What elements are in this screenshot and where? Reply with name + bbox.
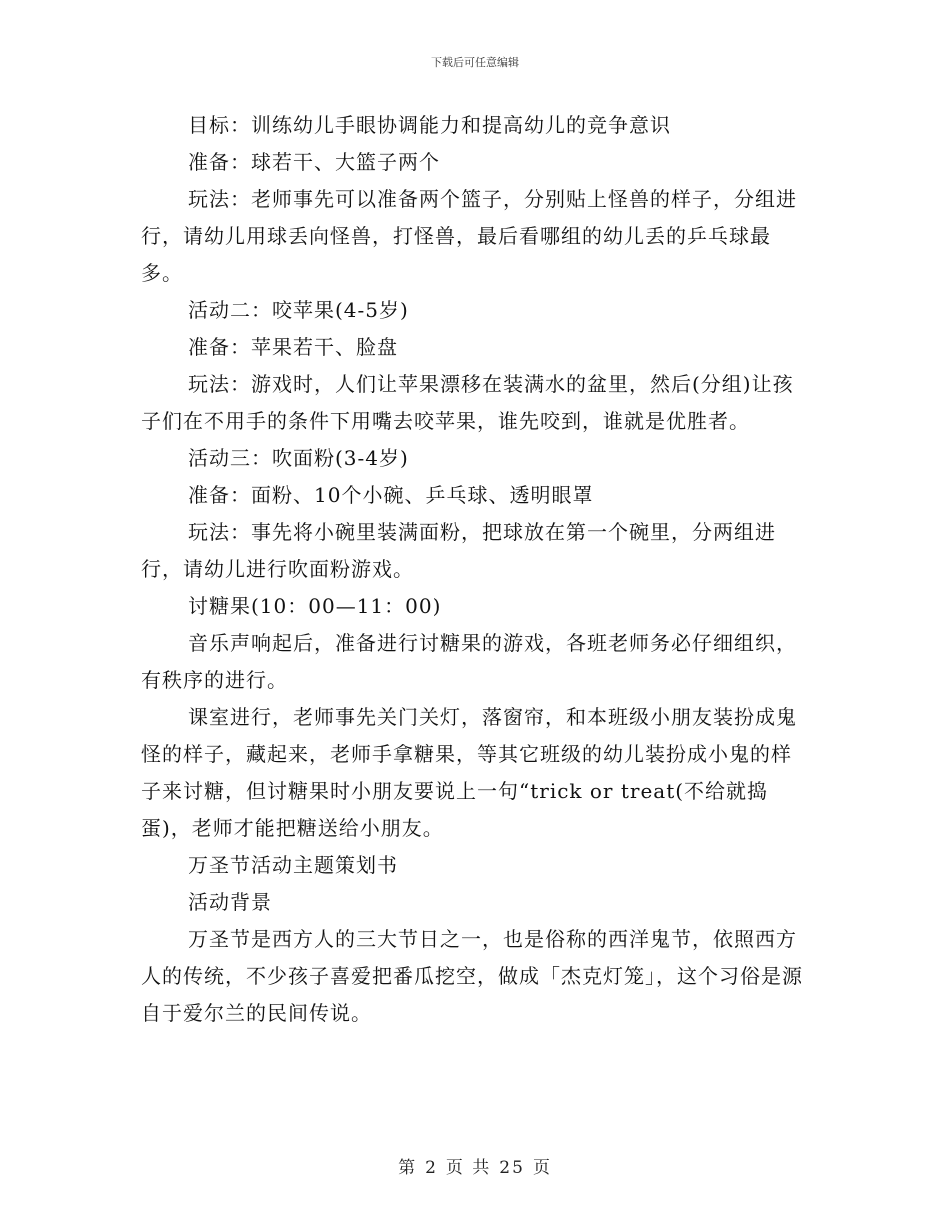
document-body [141,107,806,1032]
paragraph-rules-1: 玩法：老师事先可以准备两个篮子，分别贴上怪兽的样子，分组进行，请幼儿用球丢向怪兽，打怪兽，最后看哪组的幼儿丢的乒乓球最多。 [141,187,797,285]
paragraph-background-text: 万圣节是西方人的三大节日之一，也是俗称的西洋鬼节，依照西方人的传统，不少孩子喜爱把番瓜挖空，做成「杰克灯笼」，这个习俗是源自于爱尔兰的民间传说。 [141,927,803,1025]
paragraph-rules-3: 玩法：事先将小碗里装满面粉，把球放在第一个碗里，分两组进行，请幼儿进行吹面粉游戏。 [141,520,776,581]
page-label-mid: 页 共 [445,1158,492,1178]
paragraph-background-heading: 活动背景 [188,890,272,914]
page-label-prefix: 第 [398,1158,418,1178]
paragraph-candy-intro: 音乐声响起后，准备进行讨糖果的游戏，各班老师务必仔细组织，有秩序的进行。 [141,631,797,692]
paragraph-rules-2: 玩法：游戏时，人们让苹果漂移在装满水的盆里，然后(分组)让孩子们在不用手的条件下用嘴去咬苹果，谁先咬到，谁就是优胜者。 [141,372,794,433]
page-footer [0,1153,950,1178]
paragraph-prep-3: 准备：面粉、10个小碗、乒乓球、透明眼罩 [188,483,594,507]
paragraph-prep-1: 准备：球若干、大篮子两个 [188,150,440,174]
paragraph-plan-title: 万圣节活动主题策划书 [188,853,398,877]
paragraph-candy-detail: 课室进行，老师事先关门关灯，落窗帘，和本班级小朋友装扮成鬼怪的样子，藏起来，老师手拿糖果，等其它班级的幼儿装扮成小鬼的样子来讨糖，但讨糖果时小朋友要说上一句“trick or treat(不给就捣蛋)，老师才能把糖送给小朋友。 [141,705,797,840]
paragraph-activity-2: 活动二：咬苹果(4-5岁) [188,298,409,322]
page-label-suffix: 页 [532,1158,552,1178]
header-note: 下载后可任意编辑 [431,56,519,69]
paragraph-candy-title: 讨糖果(10：00—11：00) [188,594,442,618]
paragraph-activity-3: 活动三：吹面粉(3-4岁) [188,446,409,470]
total-pages-number: 25 [499,1158,525,1178]
paragraph-goal: 目标：训练幼儿手眼协调能力和提高幼儿的竞争意识 [188,113,671,137]
paragraph-prep-2: 准备：苹果若干、脸盘 [188,335,398,359]
current-page-number: 2 [425,1158,438,1178]
